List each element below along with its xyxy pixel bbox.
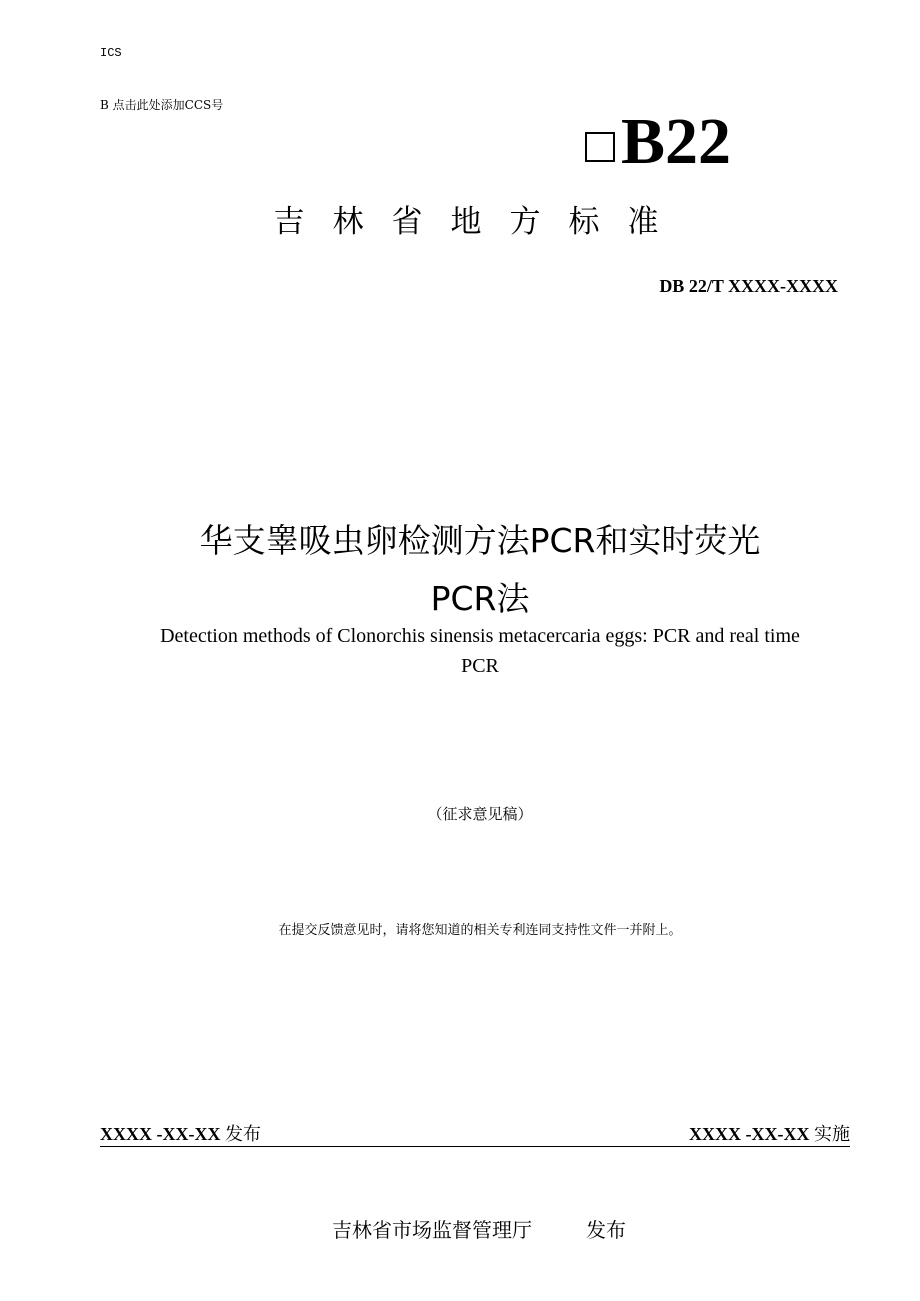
document-title-en [0,621,920,681]
ics-label: ICS [100,46,122,60]
issue-label: 发布 [224,1124,261,1145]
document-title-en-line1: Detection methods of Clonorchis sinensis metacercaria eggs: PCR and real time [160,625,800,647]
patent-note: 在提交反馈意见时，请将您知道的相关专利连同支持性文件一并附上。 [278,923,682,938]
issue-date-group [100,1120,261,1146]
draft-status: （征求意见稿） [427,805,533,823]
implement-date: XXXX -XX-XX [689,1124,810,1144]
standard-code [585,102,731,182]
issuer-action: 发布 [586,1218,626,1242]
checkbox-square-icon [585,132,615,162]
standard-number: DB 22/T XXXX-XXXX [659,276,838,296]
date-row [100,1120,850,1147]
implement-date-group [689,1120,850,1146]
document-title-en-line2: PCR [461,655,499,677]
implement-label: 实施 [814,1124,850,1145]
document-title-cn-line2: PCR法 [430,579,530,618]
issue-date: XXXX -XX-XX [100,1124,221,1144]
ccs-placeholder[interactable]: B 点击此处添加CCS号 [100,98,224,112]
document-title-cn [0,512,920,628]
issuer-name: 吉林省市场监督管理厅 [332,1218,532,1242]
standard-code-text: B22 [621,105,732,178]
standard-title: 吉林省地方标准 [273,204,687,240]
document-title-cn-line1: 华支睾吸虫卵检测方法PCR和实时荧光 [199,521,761,560]
